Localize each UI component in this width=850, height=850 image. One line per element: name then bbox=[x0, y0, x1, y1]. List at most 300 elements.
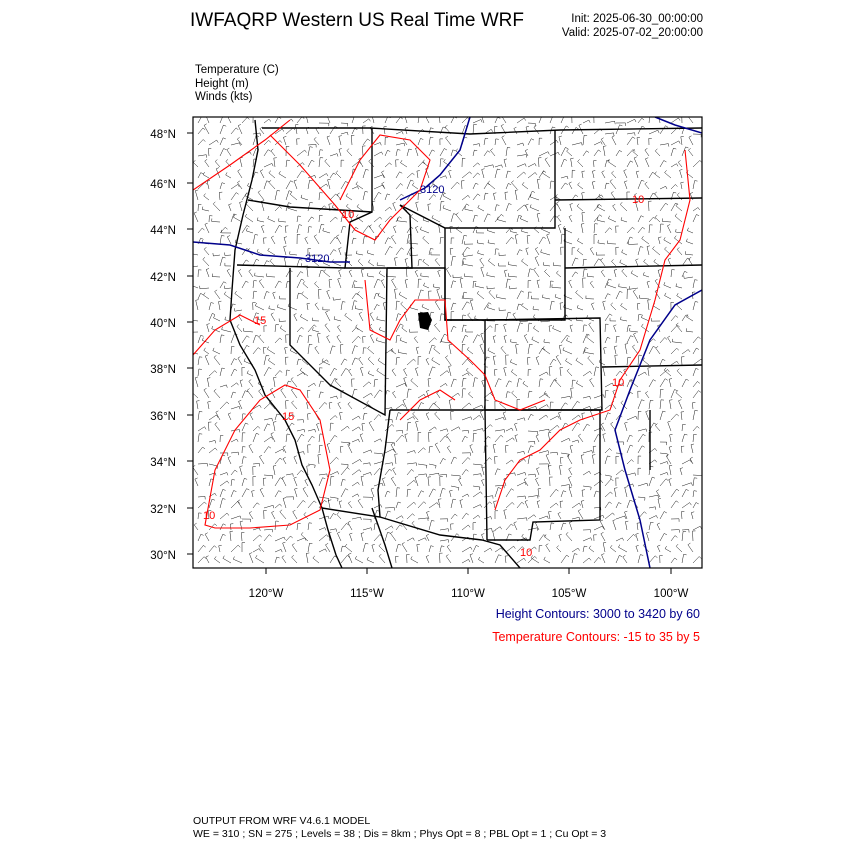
wind-barb bbox=[473, 144, 480, 147]
wind-barb bbox=[484, 502, 492, 508]
wind-barb bbox=[348, 553, 352, 563]
wind-barb bbox=[363, 139, 370, 145]
wind-barb bbox=[649, 507, 656, 510]
wind-barb bbox=[271, 149, 275, 156]
wind-barb bbox=[220, 481, 229, 486]
wind-barb bbox=[231, 193, 239, 200]
wind-barb bbox=[550, 359, 556, 365]
wind-barb bbox=[290, 192, 297, 200]
wind-barb bbox=[363, 450, 372, 453]
wind-barb bbox=[415, 368, 418, 376]
wind-barb bbox=[677, 248, 682, 256]
wind-barb bbox=[676, 390, 682, 398]
wind-barb bbox=[204, 388, 209, 398]
wind-barb bbox=[583, 371, 592, 376]
wind-barb bbox=[374, 305, 380, 311]
wind-barb bbox=[517, 164, 526, 167]
wind-barb bbox=[242, 543, 245, 552]
wind-barb bbox=[418, 518, 428, 521]
wind-barb bbox=[308, 436, 315, 442]
wind-barb bbox=[506, 392, 510, 398]
wind-barb bbox=[242, 281, 248, 288]
wind-barb bbox=[601, 532, 605, 541]
wind-barb bbox=[638, 372, 647, 376]
wind-barb bbox=[470, 445, 473, 454]
wind-barb bbox=[671, 118, 680, 123]
wind-barb bbox=[407, 470, 414, 476]
wind-barb bbox=[679, 400, 683, 409]
wind-barb bbox=[627, 534, 636, 541]
wind-barb bbox=[349, 270, 352, 277]
wind-barb bbox=[506, 546, 515, 552]
wind-barb bbox=[377, 262, 385, 266]
wind-barb bbox=[242, 433, 245, 442]
wind-barb bbox=[253, 335, 259, 343]
wind-barb bbox=[637, 303, 640, 310]
wind-barb bbox=[385, 469, 392, 475]
wind-barb bbox=[630, 286, 639, 289]
wind-barb bbox=[432, 215, 440, 222]
wind-barb bbox=[493, 356, 496, 365]
wind-barb bbox=[658, 499, 661, 509]
wind-barb bbox=[275, 338, 282, 343]
wind-barb bbox=[693, 434, 697, 442]
wind-barb bbox=[220, 524, 226, 530]
wind-barb bbox=[539, 237, 546, 244]
wind-barb bbox=[506, 502, 514, 508]
wind-barb bbox=[572, 503, 581, 508]
wind-barb bbox=[655, 149, 660, 156]
wind-barb bbox=[396, 358, 400, 366]
wind-barb bbox=[655, 424, 660, 432]
variable-winds: Winds (kts) bbox=[195, 91, 253, 103]
wind-barb bbox=[429, 473, 439, 476]
wind-barb bbox=[561, 403, 568, 409]
wind-barb bbox=[376, 338, 385, 343]
wind-barb bbox=[396, 301, 400, 310]
wind-barb bbox=[403, 399, 407, 409]
wind-barb bbox=[203, 172, 209, 178]
wind-barb bbox=[319, 474, 327, 477]
wind-barb bbox=[545, 269, 551, 277]
wind-barb bbox=[385, 194, 390, 200]
wind-barb bbox=[639, 295, 649, 299]
wind-barb bbox=[416, 421, 419, 431]
wind-barb bbox=[643, 358, 649, 365]
wind-barb bbox=[477, 240, 484, 244]
wind-barb bbox=[238, 269, 242, 277]
wind-barb bbox=[391, 235, 396, 244]
wind-barb bbox=[198, 447, 205, 453]
wind-barb bbox=[473, 173, 480, 178]
wind-barb bbox=[594, 557, 601, 563]
wind-barb bbox=[231, 392, 236, 398]
wind-barb bbox=[219, 192, 222, 200]
wind-barb bbox=[550, 380, 557, 388]
wind-barb bbox=[330, 497, 338, 501]
wind-barb bbox=[566, 358, 573, 365]
wind-barb bbox=[227, 236, 231, 245]
wind-barb bbox=[462, 302, 470, 310]
wind-barb bbox=[308, 523, 312, 530]
wind-barb bbox=[456, 213, 462, 222]
wind-barb bbox=[664, 237, 671, 244]
wind-barb bbox=[271, 236, 275, 244]
wind-barb bbox=[313, 318, 319, 321]
wind-barb bbox=[352, 517, 361, 520]
wind-barb bbox=[668, 258, 671, 266]
wind-barb bbox=[693, 503, 699, 509]
wind-barb bbox=[352, 416, 360, 420]
wind-barb bbox=[649, 346, 656, 354]
wind-barb bbox=[572, 127, 579, 134]
wind-barb bbox=[682, 434, 687, 442]
wind-barb bbox=[627, 119, 636, 123]
wind-barb bbox=[396, 336, 400, 344]
wind-barb bbox=[622, 250, 627, 255]
wind-barb bbox=[220, 385, 227, 388]
wind-barb bbox=[280, 326, 286, 333]
wind-barb bbox=[557, 202, 561, 212]
wind-barb bbox=[528, 139, 534, 145]
wind-barb bbox=[385, 137, 388, 145]
wind-barb bbox=[671, 316, 678, 321]
wind-barb bbox=[638, 483, 648, 486]
wind-barb bbox=[527, 235, 530, 244]
wind-barb bbox=[286, 335, 289, 343]
wind-barb bbox=[345, 544, 352, 552]
wind-barb bbox=[327, 115, 330, 123]
wind-barb bbox=[539, 152, 549, 156]
wind-barb bbox=[349, 369, 353, 376]
wind-barb bbox=[605, 456, 610, 464]
wind-barb bbox=[258, 191, 264, 201]
wind-barb bbox=[517, 118, 526, 123]
wind-barb bbox=[198, 128, 205, 134]
wind-barb bbox=[506, 171, 511, 178]
wind-barb bbox=[660, 533, 667, 541]
wind-barb bbox=[340, 412, 343, 420]
wind-barb bbox=[253, 463, 260, 466]
wind-barb bbox=[231, 214, 237, 222]
wind-barb bbox=[601, 258, 606, 266]
wind-barb bbox=[194, 212, 198, 222]
wind-barb bbox=[484, 165, 494, 168]
wind-barb bbox=[411, 378, 418, 387]
wind-barb bbox=[473, 281, 476, 288]
wind-barb bbox=[660, 144, 669, 147]
wind-barb bbox=[462, 378, 466, 387]
wind-barb bbox=[220, 402, 229, 409]
wind-barb bbox=[645, 391, 649, 398]
wind-barb bbox=[330, 368, 337, 376]
wind-barb bbox=[693, 410, 698, 420]
wind-barb bbox=[495, 430, 505, 433]
wind-barb bbox=[528, 191, 535, 200]
wind-barb bbox=[660, 359, 665, 365]
wind-barb bbox=[537, 501, 540, 508]
wind-barb bbox=[657, 523, 660, 530]
wind-barb bbox=[263, 478, 266, 486]
wind-barb bbox=[470, 554, 473, 563]
wind-barb bbox=[528, 515, 536, 519]
wind-barb bbox=[261, 225, 264, 233]
wind-barb bbox=[231, 545, 240, 552]
wind-barb bbox=[693, 359, 703, 365]
wind-barb bbox=[338, 278, 341, 288]
wind-barb bbox=[212, 274, 220, 277]
wind-barb bbox=[417, 544, 420, 552]
wind-barb bbox=[242, 336, 249, 343]
wind-barb bbox=[396, 117, 403, 123]
wind-barb bbox=[572, 401, 580, 409]
wind-barb bbox=[548, 466, 551, 476]
wind-barb bbox=[319, 174, 328, 179]
wind-barb bbox=[341, 368, 348, 376]
wind-barb bbox=[301, 532, 308, 541]
wind-barb bbox=[381, 280, 385, 289]
wind-barb bbox=[438, 499, 441, 508]
wind-barb bbox=[488, 305, 496, 310]
wind-barb bbox=[665, 170, 671, 178]
wind-barb bbox=[345, 313, 352, 321]
wind-barb bbox=[315, 282, 320, 289]
wind-barb bbox=[409, 240, 418, 244]
wind-barb bbox=[671, 348, 679, 354]
temperature-label: 10 bbox=[612, 377, 625, 389]
wind-barb bbox=[351, 135, 354, 145]
wind-barb bbox=[264, 119, 271, 123]
wind-barb bbox=[473, 124, 477, 134]
wind-barb bbox=[440, 519, 448, 522]
wind-barb bbox=[264, 238, 267, 244]
wind-barb bbox=[374, 217, 382, 222]
wind-barb bbox=[462, 403, 471, 409]
wind-barb bbox=[522, 303, 529, 310]
wind-barb bbox=[462, 172, 472, 178]
wind-barb bbox=[368, 273, 375, 277]
wind-barb bbox=[391, 477, 396, 486]
wind-barb bbox=[308, 414, 311, 420]
wind-barb bbox=[319, 270, 324, 277]
wind-barb bbox=[493, 193, 496, 200]
wind-barb bbox=[625, 422, 628, 431]
wind-barb bbox=[473, 474, 481, 477]
wind-barb bbox=[341, 132, 348, 135]
model-settings: WE = 310 ; SN = 275 ; Levels = 38 ; Dis = 8km ; Phys Opt = 8 ; PBL Opt = 1 ; Cu Opt = 3 bbox=[193, 828, 607, 840]
wind-barb bbox=[549, 326, 552, 332]
wind-barb bbox=[515, 235, 518, 244]
wind-barb bbox=[396, 544, 401, 552]
wind-barb bbox=[533, 326, 539, 332]
wind-barb bbox=[205, 159, 209, 167]
wind-barb bbox=[230, 531, 233, 541]
wind-barb bbox=[244, 328, 254, 332]
wind-barb bbox=[682, 315, 689, 321]
wind-barb bbox=[610, 545, 616, 552]
wind-barb bbox=[259, 280, 264, 289]
wind-barb bbox=[439, 113, 442, 123]
wind-barb bbox=[569, 215, 572, 222]
wind-barb bbox=[583, 546, 587, 552]
wind-barb bbox=[305, 479, 308, 486]
wind-barb bbox=[497, 294, 507, 299]
wind-barb bbox=[582, 171, 585, 178]
wind-barb bbox=[465, 206, 473, 211]
wind-barb bbox=[330, 396, 338, 399]
wind-barb bbox=[641, 315, 649, 321]
wind-barb bbox=[429, 248, 433, 255]
wind-barb bbox=[686, 328, 693, 332]
wind-barb bbox=[682, 271, 687, 277]
wind-barb bbox=[506, 460, 514, 464]
wind-barb bbox=[638, 446, 645, 453]
wind-barb bbox=[428, 204, 431, 211]
wind-barb bbox=[374, 279, 380, 288]
wind-barb bbox=[319, 193, 323, 200]
wind-barb bbox=[523, 381, 528, 387]
wind-barb bbox=[647, 281, 650, 288]
wind-barb bbox=[491, 149, 496, 157]
wind-barb bbox=[591, 303, 594, 310]
wind-barb bbox=[544, 534, 550, 541]
wind-barb bbox=[550, 477, 553, 486]
wind-barb bbox=[346, 194, 352, 201]
wind-barb bbox=[660, 512, 667, 520]
wind-barb bbox=[399, 292, 407, 299]
wind-barb bbox=[473, 405, 483, 409]
wind-barb bbox=[398, 349, 407, 354]
wind-barb bbox=[363, 169, 369, 178]
wind-barb bbox=[242, 391, 248, 398]
wind-barb bbox=[616, 456, 619, 464]
wind-barb bbox=[284, 237, 287, 244]
wind-barb bbox=[559, 412, 562, 420]
wind-barb bbox=[480, 258, 484, 266]
wind-barb bbox=[222, 327, 231, 332]
wind-barb bbox=[494, 369, 497, 376]
wind-barb bbox=[280, 510, 286, 519]
wind-barb bbox=[501, 346, 506, 354]
wind-barb bbox=[642, 236, 649, 244]
wind-barb bbox=[462, 470, 468, 476]
wind-barb bbox=[259, 455, 264, 464]
wind-barb bbox=[693, 160, 702, 167]
wind-barb bbox=[352, 494, 359, 497]
wind-barb bbox=[487, 286, 495, 289]
wind-barb bbox=[649, 201, 652, 211]
wind-barb bbox=[401, 160, 408, 167]
wind-barb bbox=[451, 499, 456, 508]
wind-barb bbox=[272, 511, 276, 519]
wind-barb bbox=[645, 148, 649, 156]
wind-barb bbox=[407, 489, 411, 497]
wind-barb bbox=[556, 194, 561, 200]
wind-barb bbox=[598, 240, 605, 244]
wind-barb bbox=[275, 281, 282, 288]
wind-barb bbox=[594, 142, 602, 145]
wind-barb bbox=[231, 359, 237, 365]
wind-barb bbox=[499, 253, 506, 256]
us-mexico-border bbox=[322, 508, 520, 568]
valid-time: Valid: 2025-07-02_20:00:00 bbox=[561, 27, 703, 39]
wind-barb bbox=[484, 517, 492, 520]
wind-barb bbox=[249, 444, 253, 453]
wind-barb bbox=[308, 217, 314, 222]
lat-tick-label: 30°N bbox=[150, 550, 176, 562]
wind-barb bbox=[367, 250, 374, 255]
wind-barb bbox=[638, 456, 641, 464]
wind-barb bbox=[286, 270, 292, 277]
wind-barb bbox=[451, 393, 460, 398]
wind-barb bbox=[506, 204, 512, 212]
wind-barb bbox=[440, 529, 449, 532]
wind-barb bbox=[528, 414, 534, 420]
wind-barb bbox=[682, 503, 691, 508]
wind-barb bbox=[198, 434, 202, 442]
wind-barb bbox=[613, 204, 616, 211]
wind-barb bbox=[576, 290, 583, 299]
wind-barb bbox=[450, 490, 453, 497]
wind-barb bbox=[308, 202, 313, 211]
wind-barb bbox=[407, 149, 412, 156]
wind-barb bbox=[275, 117, 281, 123]
wind-barb bbox=[538, 158, 541, 167]
wind-barb bbox=[363, 472, 372, 475]
wind-barb bbox=[583, 451, 593, 454]
wind-barb bbox=[247, 389, 253, 399]
wind-barb bbox=[327, 290, 330, 299]
wind-barb bbox=[268, 248, 275, 255]
wind-barb bbox=[616, 150, 622, 156]
wind-barb bbox=[429, 367, 435, 376]
wind-barb bbox=[576, 358, 583, 365]
wind-barb bbox=[246, 228, 253, 233]
wind-barb bbox=[275, 491, 281, 497]
wind-barb bbox=[323, 228, 330, 233]
wind-barb bbox=[209, 313, 215, 321]
wind-barb bbox=[231, 185, 239, 190]
wind-barb bbox=[671, 489, 679, 497]
wind-barb bbox=[649, 380, 656, 387]
wind-barb bbox=[451, 303, 456, 310]
wind-barb bbox=[528, 269, 533, 277]
wind-barb bbox=[426, 413, 429, 420]
wind-barb bbox=[451, 514, 457, 519]
wind-barb bbox=[385, 150, 390, 156]
wind-barb bbox=[253, 477, 256, 486]
wind-barb bbox=[440, 540, 449, 543]
wind-barb bbox=[589, 323, 594, 332]
wind-barb bbox=[369, 421, 374, 431]
wind-barb bbox=[539, 516, 548, 519]
wind-barb bbox=[516, 345, 519, 355]
wind-barb bbox=[528, 173, 537, 179]
wind-barb bbox=[517, 291, 524, 299]
wind-barb bbox=[605, 449, 612, 454]
wind-barb bbox=[534, 268, 539, 277]
wind-barb bbox=[374, 390, 382, 398]
wind-barb bbox=[339, 270, 342, 277]
wind-barb bbox=[572, 170, 575, 178]
wind-barb bbox=[528, 431, 538, 435]
wind-barb bbox=[297, 523, 301, 530]
wind-barb bbox=[473, 215, 478, 222]
wind-barb bbox=[451, 238, 454, 244]
wind-barb bbox=[264, 535, 272, 541]
wind-barb bbox=[297, 429, 305, 432]
wind-barb bbox=[660, 338, 667, 344]
